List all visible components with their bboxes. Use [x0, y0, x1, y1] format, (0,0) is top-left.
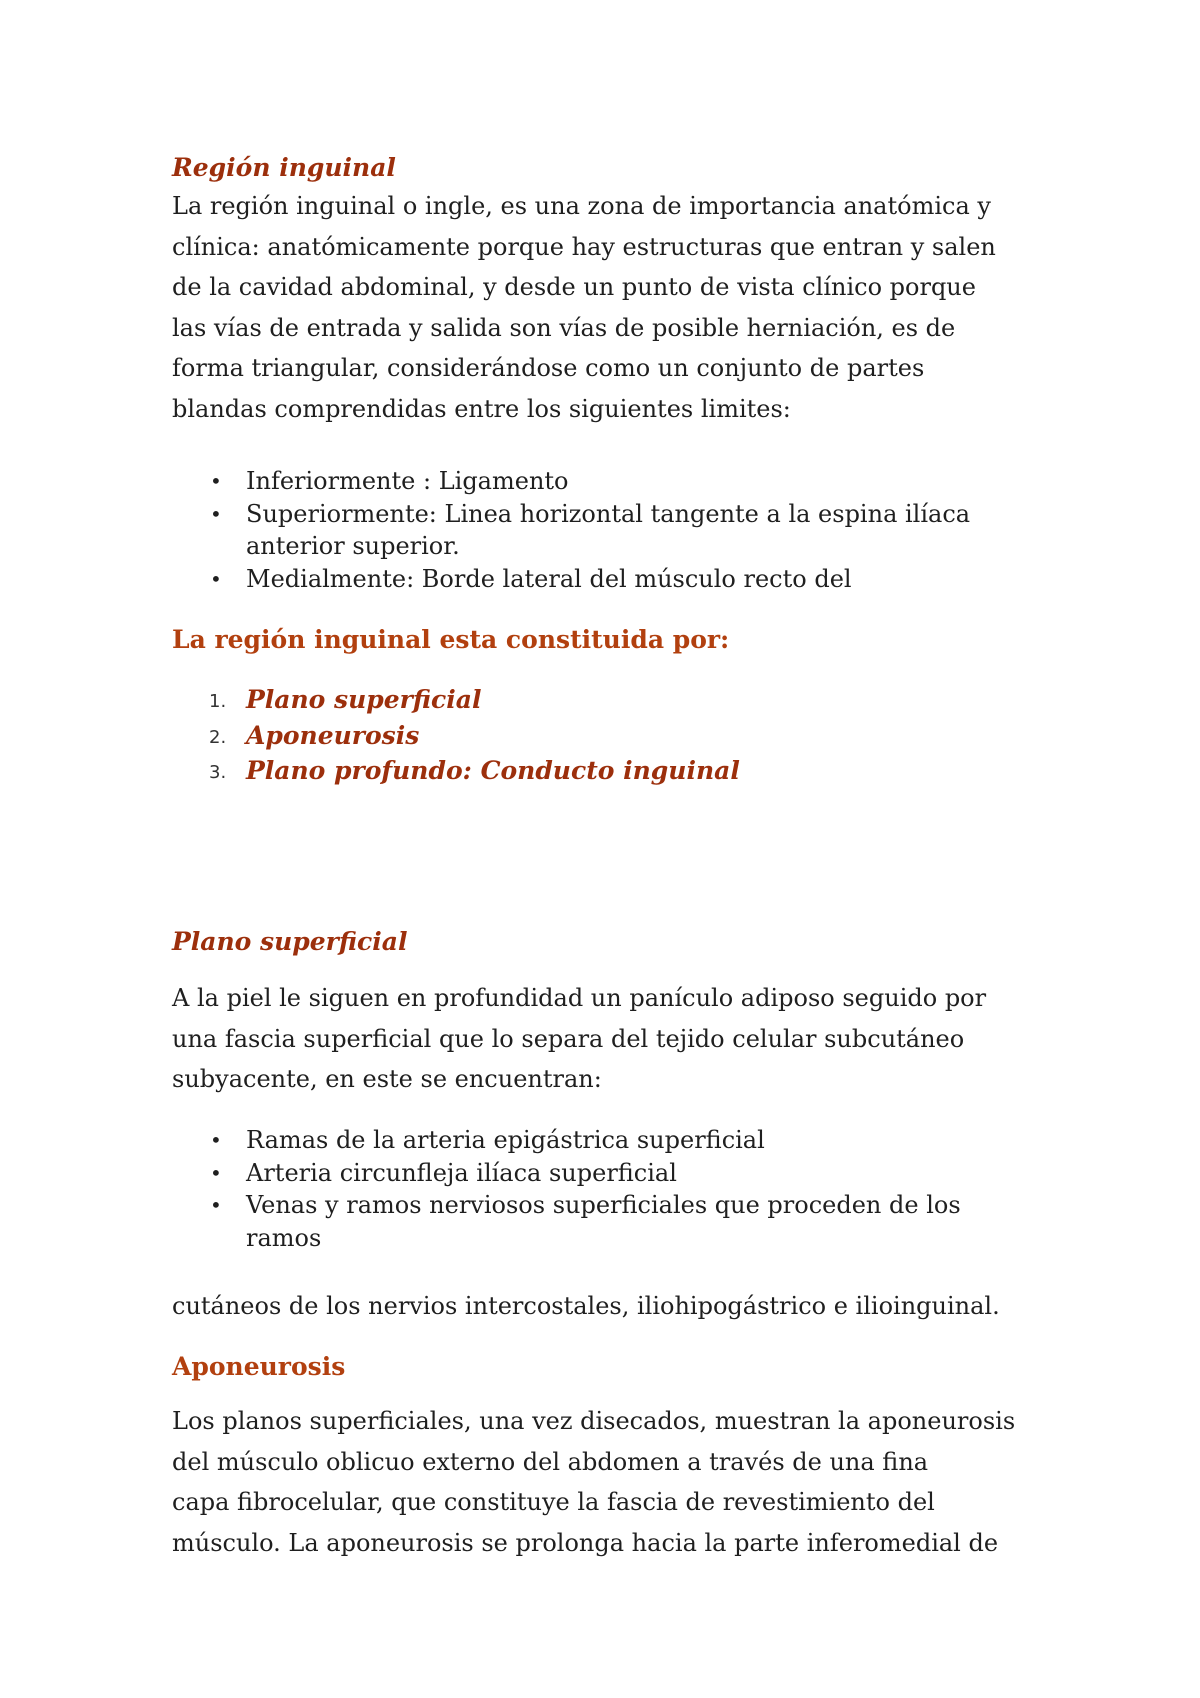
paragraph-line: Los planos superficiales, una vez disecados, muestran la aponeurosis — [172, 1407, 1016, 1435]
list-item-number: 2. — [209, 726, 227, 748]
list-item-number: 1. — [209, 691, 227, 712]
list-item — [172, 684, 740, 720]
list-item — [172, 720, 740, 756]
list-item — [172, 1189, 1032, 1254]
list-item-text: Medialmente: Borde lateral del músculo recto del — [246, 564, 852, 593]
bullet-icon: • — [210, 1193, 222, 1217]
heading-region-inguinal: Región inguinal — [172, 153, 396, 182]
list-item — [172, 498, 1032, 563]
paragraph-line: músculo. La aponeurosis se prolonga hacia la parte inferomedial de — [172, 1528, 999, 1557]
paragraph-aponeurosis — [172, 1401, 1052, 1563]
paragraph-line: una fascia superficial que lo separa del tejido celular subcutáneo — [172, 1024, 965, 1053]
bullet-icon: • — [210, 1128, 222, 1152]
paragraph-line: La región inguinal o ingle, es una zona de importancia anatómica y — [172, 192, 991, 220]
heading-aponeurosis: Aponeurosis — [172, 1352, 346, 1381]
list-item-text: ramos — [246, 1223, 322, 1252]
bullet-list-limits — [172, 465, 1032, 595]
bullet-icon: • — [210, 501, 222, 526]
list-item — [172, 1124, 1032, 1157]
paragraph-line: capa fibrocelular, que constituye la fascia de revestimiento del — [172, 1488, 935, 1516]
paragraph-line: A la piel le siguen en profundidad un panículo adiposo seguido por — [172, 984, 987, 1012]
paragraph-line: forma triangular, considerándose como un conjunto de partes — [172, 354, 925, 382]
paragraph-line: las vías de entrada y salida son vías de posible herniación, es de — [172, 313, 956, 342]
bullet-icon: • — [210, 566, 222, 591]
list-item-number: 3. — [209, 762, 227, 783]
paragraph-continuation — [172, 1286, 1052, 1327]
paragraph-line: blandas comprendidas entre los siguientes limites: — [172, 394, 791, 423]
list-item-text: Plano profundo: Conducto inguinal — [246, 756, 740, 785]
numbered-list-planes — [172, 684, 740, 791]
list-item-text: Arteria circunfleja ilíaca superficial — [246, 1158, 677, 1187]
list-item — [172, 755, 740, 791]
list-item-text: Aponeurosis — [246, 720, 420, 750]
list-item-text: anterior superior. — [246, 532, 460, 560]
bullet-list-superficial — [172, 1124, 1032, 1254]
paragraph-plano-superficial — [172, 978, 1052, 1100]
paragraph-line: clínica: anatómicamente porque hay estructuras que entran y salen — [172, 232, 996, 261]
list-item — [172, 1157, 1032, 1190]
list-item-text: Plano superficial — [246, 685, 482, 714]
list-item-text: Superiormente: Linea horizontal tangente a la espina ilíaca — [246, 499, 971, 528]
paragraph-region-inguinal — [172, 186, 1052, 429]
list-item-text: Venas y ramos nerviosos superficiales que proceden de los — [246, 1191, 961, 1219]
list-item-text: Ramas de la arteria epigástrica superficial — [246, 1126, 765, 1154]
paragraph-line: cutáneos de los nervios intercostales, iliohipogástrico e ilioinguinal. — [172, 1292, 1000, 1320]
paragraph-line: subyacente, en este se encuentran: — [172, 1065, 602, 1093]
paragraph-line: del músculo oblicuo externo del abdomen a través de una fina — [172, 1447, 929, 1476]
list-item — [172, 563, 1032, 596]
bullet-icon: • — [210, 469, 222, 493]
paragraph-line: de la cavidad abdominal, y desde un punto de vista clínico porque — [172, 273, 976, 301]
list-item-text: Inferiormente : Ligamento — [246, 467, 569, 495]
heading-plano-superficial: Plano superficial — [172, 927, 408, 956]
list-item — [172, 465, 1032, 498]
bullet-icon: • — [210, 1160, 222, 1185]
heading-constituida-por: La región inguinal esta constituida por: — [172, 625, 730, 654]
